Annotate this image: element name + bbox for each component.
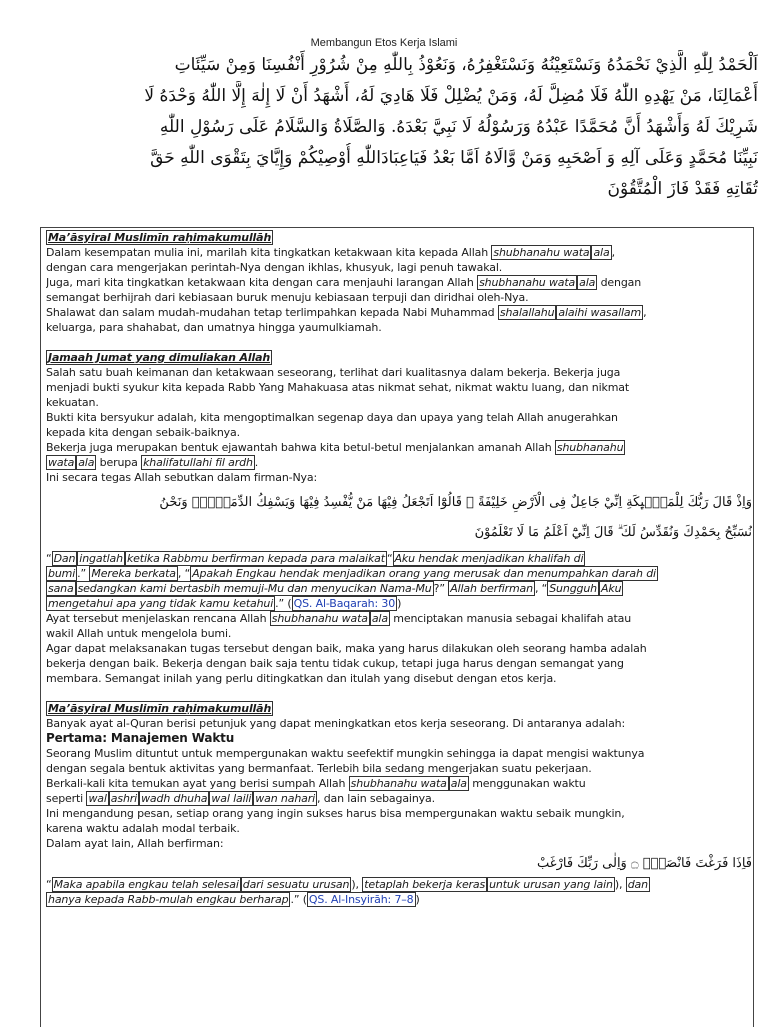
text-line: Juga, mari kita tingkatkan ketakwaan kita dengan cara menjauhi larangan Allah shubhanahu wata ala dengan xyxy=(46,276,642,289)
text-line: menjadi bukti syukur kita kepada Rabb Yang Mahakuasa atas nikmat sehat, nikmat waktu luang, dan nikmat xyxy=(46,381,630,394)
translation-line: “ Dan ingatlah ketika Rabbmu berfirman kepada para malaikat “ Aku hendak menjadikan khalifah di xyxy=(46,552,584,565)
quran-verse-line: نُسَبِّحُ بِحَمْدِكَ وَنُقَدِّسُ لَكَ ۗ قَالَ اِنِّيْٓ اَعْلَمُ مَا لَا تَعْلَمُوْنَ xyxy=(474,525,752,540)
arabic-opening xyxy=(44,50,758,205)
text-line: Dalam kesempatan mulia ini, marilah kita tingkatkan ketakwaan kita kepada Allah shubhanahu wata ala , xyxy=(46,246,615,259)
text-line: kepada kita dengan sebaik-baiknya. xyxy=(46,426,240,439)
text-line: Shalawat dan salam mudah-mudahan tetap terlimpahkan kepada Nabi Muhammad shalallahu alaihi wasallam , xyxy=(46,306,647,319)
text-line: wata ala berupa khalifatullahi fil ardh . xyxy=(48,456,259,469)
text-line: dengan cara mengerjakan perintah-Nya dengan ikhlas, khusyuk, lagi penuh tawakal. xyxy=(46,261,503,274)
text-line: Ayat tersebut menjelaskan rencana Allah shubhanahu wata ala menciptakan manusia sebagai khalifah atau xyxy=(46,612,632,625)
text-line: Bukti kita bersyukur adalah, kita mengoptimalkan segenap daya dan upaya yang telah Allah anugerahkan xyxy=(46,411,618,424)
text-line: semangat berhijrah dari kebiasaan buruk menuju kebiasaan terpuji dan diridhai oleh-Nya. xyxy=(46,291,529,304)
text-line: Ini mengandung pesan, setiap orang yang ingin sukses harus bisa mempergunakan waktu sebaik mungkin, xyxy=(46,807,625,820)
quran-verse-line: فَاِذَا فَرَغْتَ فَانْصَبْۙ ۝ وَاِلٰى رَبِّكَ فَارْغَبْ xyxy=(537,856,752,871)
text-line: Salah satu buah keimanan dan ketakwaan seseorang, terlihat dari kualitasnya dalam bekerja. Bekerja juga xyxy=(46,366,621,379)
section-heading: Jamaah Jumat yang dimuliakan Allah xyxy=(48,351,271,364)
arabic-line: اَلْحَمْدُ لِلّٰهِ الَّذِيْ نَحْمَدُهُ وَنَسْتَعِيْنُهُ وَنَسْتَغْفِرُهُ، وَنَعُوْذُ بِاللّٰهِ مِنْ شُرُوْرِ أَنْفُسِنَا وَمِنْ سَيِّئَاتِ xyxy=(174,55,758,75)
sermon-content xyxy=(46,230,752,907)
section-heading: Ma’āsyiral Muslimīn raḥimakumullāh xyxy=(48,231,272,244)
text-line: keluarga, para shahabat, dan umatnya hingga yaumulkiamah. xyxy=(46,321,382,334)
text-line: kekuatan. xyxy=(46,396,99,409)
section-heading: Ma’āsyiral Muslimīn raḥimakumullāh xyxy=(48,702,272,715)
text-line: wakil Allah untuk mengelola bumi. xyxy=(46,627,232,640)
surah-reference-link[interactable]: QS. Al-Insyirāh: 7–8 xyxy=(308,893,414,906)
text-line: Seorang Muslim dituntut untuk mempergunakan waktu seefektif mungkin sehingga ia dapat mengisi waktunya xyxy=(46,747,645,760)
quran-verse-line: وَاِذْ قَالَ رَبُّكَ لِلْمَلٰۤىِٕكَةِ اِنِّيْ جَاعِلٌ فِى الْاَرْضِ خَلِيْفَةً ۗ قَالُوْٓا اَتَجْعَلُ فِيْهَا مَنْ يُّفْسِدُ فِيْهَا وَيَسْفِكُ الدِّمَاۤءَۚ وَنَحْنُ xyxy=(159,495,752,510)
translation-line: sana sedangkan kami bertasbih memuji-Mu dan menyucikan Nama-Mu ?” Allah berfirman , “ Sungguh Aku xyxy=(48,582,622,595)
arabic-line: أَعْمَالِنَا، مَنْ يَهْدِهِ اللّٰهُ فَلَا مُضِلَّ لَهُ، وَمَنْ يُضْلِلْ فَلَا هَادِيَ لَهُ، أَشْهَدُ أَنْ لَا إِلٰهَ إِلَّا اللّٰهُ وَحْدَهُ لَا xyxy=(144,86,758,106)
text-line: Banyak ayat al-Quran berisi petunjuk yang dapat meningkatkan etos kerja seseorang. Di antaranya adalah: xyxy=(46,717,626,730)
surah-reference-link[interactable]: QS. Al-Baqarah: 30 xyxy=(293,597,396,610)
text-line: Bekerja juga merupakan bentuk ejawantah bahwa kita betul-betul menjalankan amanah Allah shubhanahu xyxy=(46,441,624,454)
text-line: membara. Semangat inilah yang perlu ditingkatkan dan itulah yang disebut dengan etos kerja. xyxy=(46,672,557,685)
subheading: Pertama: Manajemen Waktu xyxy=(46,731,235,745)
page-title: Membangun Etos Kerja Islami xyxy=(310,37,458,49)
arabic-line: شَرِيْكَ لَهُ وَأَشْهَدُ أَنَّ مُحَمَّدًا عَبْدُهُ وَرَسُوْلُهُ لَا نَبِيَّ بَعْدَهُ. وَالصَّلَاةُ وَالسَّلَامُ عَلَى رَسُوْلِ اللّٰهِ xyxy=(159,117,758,137)
arabic-line: نَبِيِّنَا مُحَمَّدٍ وَعَلَى آلِهِ وَ اَصْحَبِهِ وَمَنْ وَّالَاهُ اَمَّا بَعْدُ فَيَاعِبَادَاللّٰهِ أُوْصِيْكُمْ وَإِيَّايَ بِتَقْوَى اللّٰهِ حَقَّ xyxy=(150,148,758,168)
text-line: Berkali-kali kita temukan ayat yang berisi sumpah Allah shubhanahu wata ala menggunakan waktu xyxy=(46,777,586,790)
text-line: seperti wal ashri wadh dhuha wal laili wan nahari , dan lain sebagainya. xyxy=(46,792,435,805)
arabic-line: تُقَاتِهِ فَقَدْ فَازَ الْمُتَّقُوْنَ xyxy=(607,179,758,199)
translation-line: bumi .” Mereka berkata , “ Apakah Engkau hendak menjadikan orang yang merusak dan menumpahkan darah di xyxy=(48,567,656,580)
translation-line: “ Maka apabila engkau telah selesai dari sesuatu urusan ), tetaplah bekerja keras untuk urusan yang lain ), dan xyxy=(46,878,648,891)
translation-line: mengetahui apa yang tidak kamu ketahui .” ( QS. Al-Baqarah: 30 ) xyxy=(48,597,402,610)
translation-line: hanya kepada Rabb-mulah engkau berharap .” ( QS. Al-Insyirāh: 7–8 ) xyxy=(48,893,420,906)
text-line: dengan segala bentuk aktivitas yang bermanfaat. Terlebih bila sedang mengerjakan suatu pekerjaan. xyxy=(46,762,592,775)
text-line: Dalam ayat lain, Allah berfirman: xyxy=(46,837,224,850)
text-line: karena waktu adalah modal terbaik. xyxy=(46,822,240,835)
text-line: Agar dapat melaksanakan tugas tersebut dengan baik, maka yang harus dilakukan oleh seorang hamba adalah xyxy=(46,642,647,655)
sermon-body-box xyxy=(40,227,754,1027)
text-line: Ini secara tegas Allah sebutkan dalam firman-Nya: xyxy=(46,471,318,484)
text-line: bekerja dengan baik. Bekerja dengan baik saja tentu tidak cukup, tetapi juga harus dengan semangat yang xyxy=(46,657,624,670)
